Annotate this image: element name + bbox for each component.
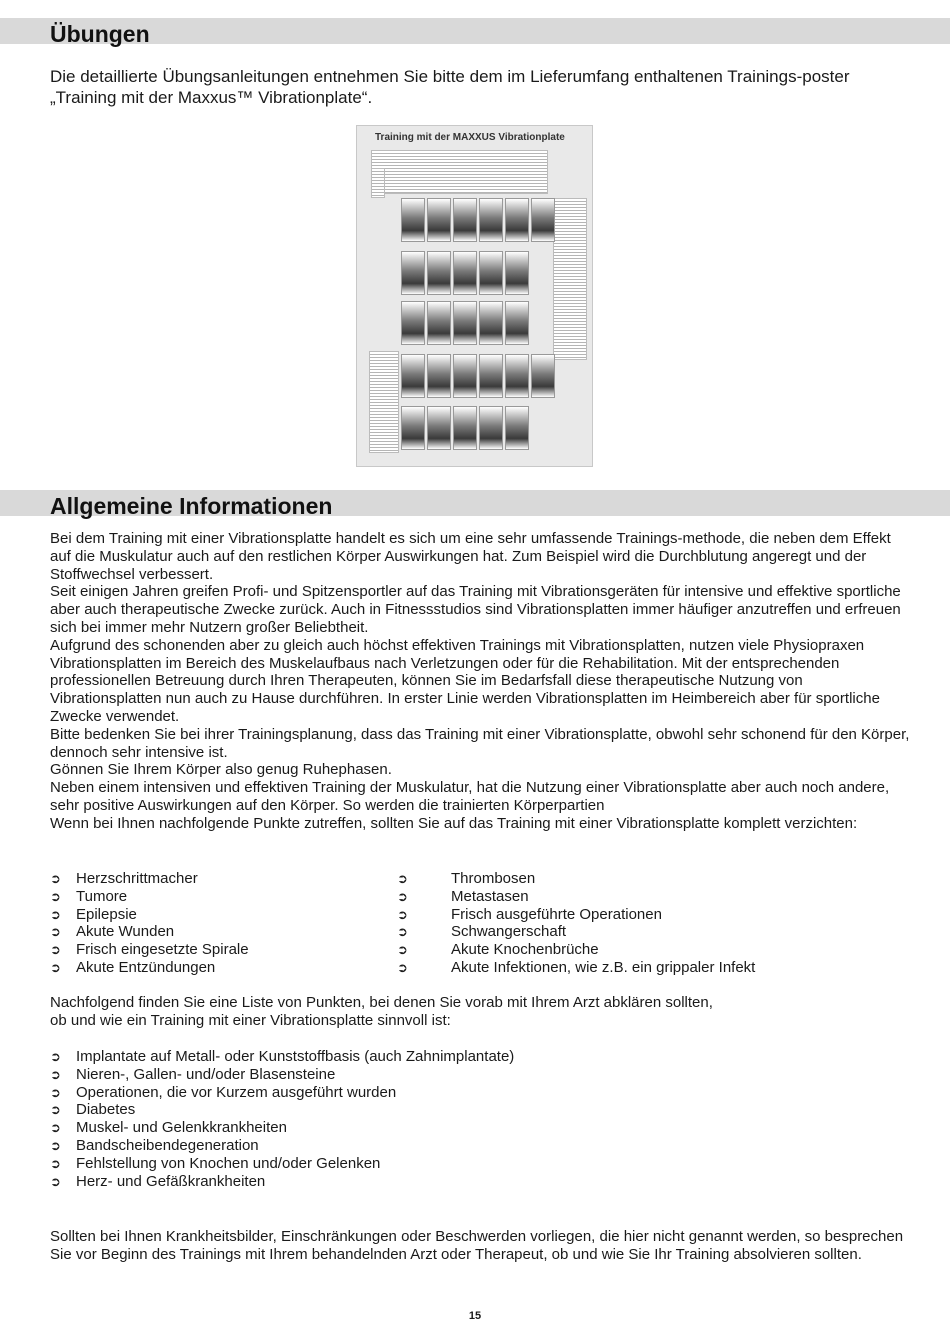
list-item: ➲ Frisch ausgeführte Operationen: [397, 905, 662, 923]
arrow-bullet-icon: ➲: [50, 1049, 61, 1064]
poster-exercise-photo: [427, 251, 451, 295]
poster-exercise-photo: [427, 354, 451, 398]
arrow-bullet-icon: ➲: [50, 1137, 61, 1153]
poster-exercise-photo: [505, 301, 529, 345]
poster-exercise-photo: [531, 198, 555, 242]
arrow-bullet-icon: ➲: [50, 1155, 61, 1171]
list-item: ➲ Akute Entzündungen: [50, 958, 216, 976]
doctor-consult-list: [50, 1048, 514, 1190]
arrow-bullet-icon: ➲: [50, 1066, 61, 1082]
poster-text-block: [371, 168, 385, 198]
arrow-bullet-icon: ➲: [397, 924, 408, 940]
list-item: ➲ Herz- und Gefäßkrankheiten: [50, 1172, 266, 1190]
list-item: ➲ Akute Wunden: [50, 923, 175, 941]
doctor-intro-line: Nachfolgend finden Sie eine Liste von Punkten, bei denen Sie vorab mit Ihrem Arzt abklären sollten,: [50, 994, 713, 1011]
poster-exercise-photo: [479, 251, 503, 295]
poster-text-block: [369, 351, 399, 413]
body-paragraph: Gönnen Sie Ihrem Körper also genug Ruhephasen.: [50, 761, 392, 779]
contraindications-left-list: [50, 870, 249, 977]
section-title-uebungen: Übungen: [50, 21, 150, 47]
poster-exercise-photo: [453, 354, 477, 398]
poster-exercise-photo: [401, 406, 425, 450]
body-paragraph: Bitte bedenken Sie bei ihrer Trainingsplanung, dass das Training mit einer Vibrationsplatte, obwohl sehr schonend für den Körper, dennoch sehr intensive ist.: [50, 725, 910, 761]
poster-exercise-photo: [427, 198, 451, 242]
list-item: ➲ Frisch eingesetzte Spirale: [50, 941, 249, 959]
arrow-bullet-icon: ➲: [397, 906, 408, 922]
list-item: ➲ Herzschrittmacher: [50, 870, 198, 887]
poster-exercise-photo: [401, 251, 425, 295]
list-item: ➲ Operationen, die vor Kurzem ausgeführt wurden: [50, 1083, 397, 1101]
list-item: ➲ Muskel- und Gelenkkrankheiten: [50, 1119, 287, 1137]
body-paragraph: Bei dem Training mit einer Vibrationsplatte handelt es sich um eine sehr umfassende Trainings-methode, die neben dem Effekt auf die Muskulatur auch auf den restlichen Körper Auswirkungen hat. Zum Beispiel wird die Durchblutung angeregt und der Stoffwechsel verbessert.: [50, 530, 891, 583]
poster-exercise-photo: [479, 354, 503, 398]
poster-title: Training mit der MAXXUS Vibrationplate: [375, 132, 565, 143]
arrow-bullet-icon: ➲: [50, 1102, 61, 1118]
section-header-uebungen: [0, 18, 950, 47]
poster-exercise-photo: [531, 354, 555, 398]
list-item: ➲ Diabetes: [50, 1101, 136, 1119]
arrow-bullet-icon: ➲: [50, 959, 61, 975]
contraindications-right-list: [397, 870, 755, 977]
poster-text-block: [371, 150, 548, 194]
poster-exercise-photo: [453, 301, 477, 345]
body-paragraph: Aufgrund des schonenden aber zu gleich auch höchst effektiven Trainings mit Vibrationsplatten, nutzen viele Physiopraxen Vibrationsplatten im Bereich des Muskelaufbaus nach Verletzungen oder für die Rehabilitation. Mit der entsprechenden professionellen Betreuung durch Ihren Therapeuten, können Sie im Bedarfsfall diese therapeutische Nutzung von Vibrationsplatten nun auch zu Hause durchführen. In erster Linie werden Vibrationsplatten im Heimbereich aber für sportliche Zwecke verwendet.: [50, 636, 880, 725]
poster-exercise-photo: [453, 251, 477, 295]
arrow-bullet-icon: ➲: [397, 888, 408, 904]
poster-exercise-photo: [479, 198, 503, 242]
poster-exercise-photo: [479, 301, 503, 345]
arrow-bullet-icon: ➲: [50, 924, 61, 940]
poster-exercise-photo: [401, 301, 425, 345]
arrow-bullet-icon: ➲: [397, 871, 408, 886]
poster-exercise-photo: [453, 198, 477, 242]
poster-exercise-photo: [427, 301, 451, 345]
training-poster-image: [356, 125, 593, 467]
poster-exercise-photo: [505, 406, 529, 450]
list-item: ➲ Schwangerschaft: [397, 923, 567, 941]
arrow-bullet-icon: ➲: [50, 942, 61, 958]
arrow-bullet-icon: ➲: [50, 1120, 61, 1136]
poster-exercise-photo: [505, 251, 529, 295]
arrow-bullet-icon: ➲: [50, 906, 61, 922]
list-item: ➲ Metastasen: [397, 887, 529, 905]
body-paragraph: Seit einigen Jahren greifen Profi- und Spitzensportler auf das Training mit Vibrationsgeräten für intensive und effektive sportliche aber auch therapeutische Zwecke zurück. Auch in Fitnessstudios sind Vibrationsplatten immer häufiger anzutreffen und erfreuen sich bei immer mehr Nutzern großer Beliebtheit.: [50, 583, 901, 636]
arrow-bullet-icon: ➲: [50, 871, 61, 886]
poster-exercise-photo: [505, 198, 529, 242]
doctor-intro-line: ob und wie ein Training mit einer Vibrationsplatte sinnvoll ist:: [50, 1011, 451, 1029]
arrow-bullet-icon: ➲: [50, 1084, 61, 1100]
list-item: ➲ Akute Knochenbrüche: [397, 941, 599, 959]
arrow-bullet-icon: ➲: [397, 942, 408, 958]
list-item: ➲ Epilepsie: [50, 905, 137, 923]
poster-exercise-photo: [505, 354, 529, 398]
poster-exercise-photo: [453, 406, 477, 450]
body-paragraph: Wenn bei Ihnen nachfolgende Punkte zutreffen, sollten Sie auf das Training mit einer Vibrationsplatte komplett verzichten:: [50, 814, 858, 832]
section-header-allgemein: [0, 490, 950, 519]
list-item: ➲ Bandscheibendegeneration: [50, 1136, 259, 1154]
list-item: ➲ Tumore: [50, 887, 128, 905]
list-item: ➲ Nieren-, Gallen- und/oder Blasensteine: [50, 1065, 336, 1083]
list-item: ➲ Implantate auf Metall- oder Kunststoffbasis (auch Zahnimplantate): [50, 1048, 515, 1065]
poster-exercise-photo: [401, 198, 425, 242]
poster-exercise-photo: [479, 406, 503, 450]
arrow-bullet-icon: ➲: [50, 1173, 61, 1189]
page-number: 15: [468, 1310, 482, 1322]
arrow-bullet-icon: ➲: [50, 888, 61, 904]
general-info-text: [50, 530, 910, 833]
closing-paragraph: Sollten bei Ihnen Krankheitsbilder, Einschränkungen oder Beschwerden vorliegen, die hier nicht genannt werden, so besprechen Sie vor Beginn des Trainings mit Ihrem behandelnden Arzt oder Therapeut, ob und wie Sie Ihr Training absolvieren sollten.: [50, 1228, 904, 1263]
poster-exercise-photo: [427, 406, 451, 450]
poster-exercise-photo: [401, 354, 425, 398]
doctor-intro: [50, 994, 910, 1030]
list-item: ➲ Akute Infektionen, wie z.B. ein grippaler Infekt: [397, 958, 756, 976]
arrow-bullet-icon: ➲: [397, 959, 408, 975]
list-item: ➲ Thrombosen: [397, 870, 536, 887]
poster-text-block: [369, 411, 399, 453]
poster-text-block: [553, 198, 587, 360]
section-title-allgemein: Allgemeine Informationen: [50, 493, 333, 519]
list-item: ➲ Fehlstellung von Knochen und/oder Gelenken: [50, 1154, 381, 1172]
body-paragraph: Neben einem intensiven und effektiven Training der Muskulatur, hat die Nutzung einer Vibrationsplatte aber auch noch andere, sehr positive Auswirkungen auf den Körper. So werden die trainierten Körperpartien: [50, 779, 890, 814]
intro-paragraph: Die detaillierte Übungsanleitungen entnehmen Sie bitte dem im Lieferumfang enthaltenen Trainings-poster „Training mit der Maxxus™ Vibrationplate“.: [50, 67, 850, 107]
